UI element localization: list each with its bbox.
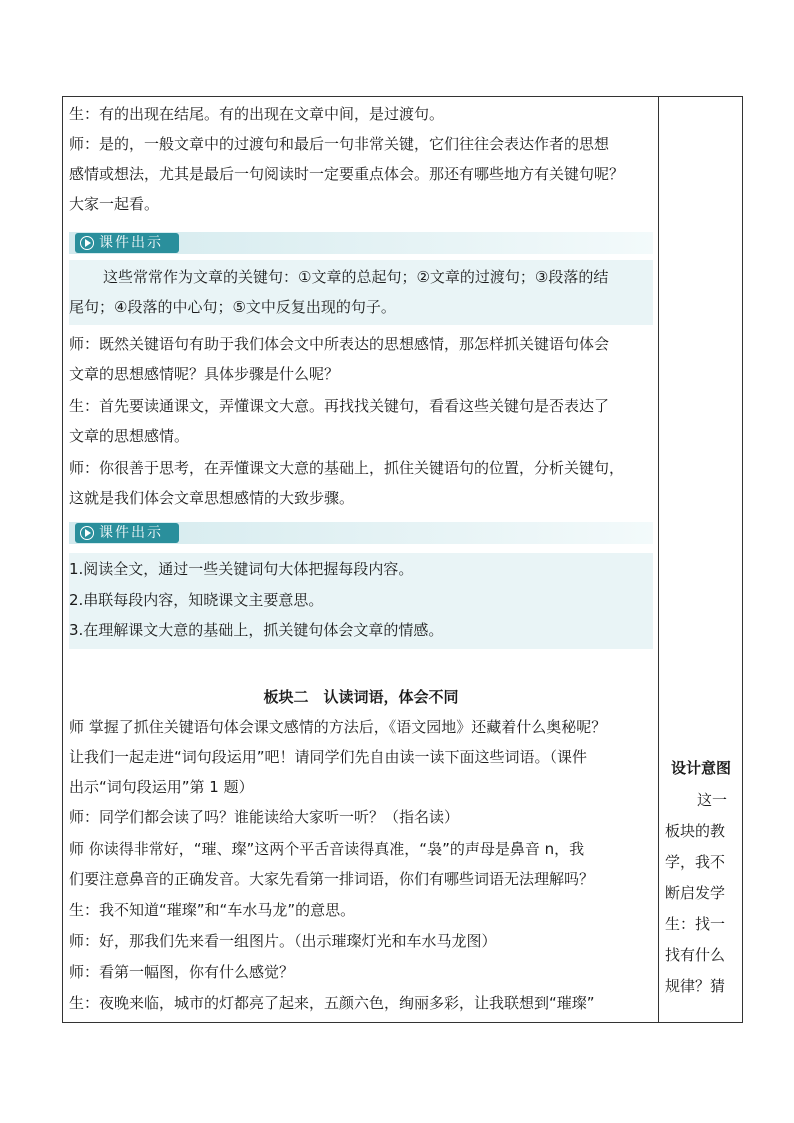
design-intent-line: 板块的教 <box>665 822 726 840</box>
courseware-tab <box>75 233 179 253</box>
step-item: 2.串联每段内容，知晓课文主要意思。 <box>69 591 324 609</box>
dialogue-line: 生：夜晚来临，城市的灯都亮了起来，五颜六色，绚丽多彩，让我联想到“璀璨” <box>69 994 595 1012</box>
dialogue-line: 师 掌握了抓住关键语句体会课文感情的方法后，《语文园地》还藏着什么奥秘呢？ <box>69 718 607 736</box>
step-item: 3.在理解课文大意的基础上，抓关键句体会文章的情感。 <box>69 621 444 639</box>
dialogue-line: 感情或想法，尤其是最后一句阅读时一定要重点体会。那还有哪些地方有关键句呢？ <box>69 165 625 183</box>
section-title: 板块二 认读词语，体会不同 <box>263 688 459 706</box>
design-intent-line: 学，我不 <box>665 853 726 871</box>
dialogue-line: 师：好，那我们先来看一组图片。（出示璀璨灯光和车水马龙图） <box>69 932 497 950</box>
dialogue-line: 文章的思想感情。 <box>69 427 190 445</box>
dialogue-line: 出示“词句段运用”第 1 题） <box>69 778 254 796</box>
design-intent-line: 这一 <box>697 791 728 809</box>
design-intent-line: 生：找一 <box>665 915 726 933</box>
column-divider <box>658 97 659 1022</box>
courseware-box <box>69 260 653 325</box>
design-intent-line: 断启发学 <box>665 884 726 902</box>
dialogue-line: 师：既然关键语句有助于我们体会文中所表达的思想感情，那怎样抓关键语句体会 <box>69 335 610 353</box>
courseware-label: 课件出示 <box>99 235 163 251</box>
dialogue-line: 文章的思想感情呢？具体步骤是什么呢？ <box>69 365 340 383</box>
courseware-banner <box>69 522 653 544</box>
design-intent-title: 设计意图 <box>670 759 731 777</box>
dialogue-line: 们要注意鼻音的正确发音。大家先看第一排词语，你们有哪些词语无法理解吗？ <box>69 870 595 888</box>
dialogue-line: 让我们一起走进“词句段运用”吧！请同学们先自由读一读下面这些词语。（课件 <box>69 748 588 766</box>
dialogue-line: 师：是的，一般文章中的过渡句和最后一句非常关键，它们往往会表达作者的思想 <box>69 135 610 153</box>
dialogue-line: 这就是我们体会文章思想感情的大致步骤。 <box>69 489 355 507</box>
dialogue-line: 师：同学们都会读了吗？谁能读给大家听一听？（指名读） <box>69 808 460 826</box>
box-line: 尾句；④段落的中心句；⑤文中反复出现的句子。 <box>69 298 396 316</box>
courseware-tab <box>75 523 179 543</box>
dialogue-line: 生：首先要读通课文，弄懂课文大意。再找找关键句，看看这些关键句是否表达了 <box>69 397 610 415</box>
design-intent-line: 规律？猜 <box>665 977 726 995</box>
dialogue-line: 师 你读得非常好，“璀、璨”这两个平舌音读得真准，“袅”的声母是鼻音 n，我 <box>69 840 585 858</box>
play-circle-icon <box>80 236 94 250</box>
dialogue-line: 师：看第一幅图，你有什么感觉？ <box>69 963 295 981</box>
courseware-label: 课件出示 <box>99 525 163 541</box>
box-line: 这些常常作为文章的关键句：①文章的总起句；②文章的过渡句；③段落的结 <box>103 268 609 286</box>
dialogue-line: 师：你很善于思考，在弄懂课文大意的基础上，抓住关键语句的位置，分析关键句， <box>69 459 625 477</box>
dialogue-line: 生：我不知道“璀璨”和“车水马龙”的意思。 <box>69 901 356 919</box>
dialogue-line: 大家一起看。 <box>69 195 160 213</box>
design-intent-line: 找有什么 <box>665 946 726 964</box>
courseware-banner <box>69 232 653 254</box>
steps-box <box>69 553 653 649</box>
dialogue-line: 生：有的出现在结尾。有的出现在文章中间，是过渡句。 <box>69 105 445 123</box>
lesson-table <box>62 96 743 1023</box>
step-item: 1.阅读全文，通过一些关键词句大体把握每段内容。 <box>69 560 414 578</box>
play-circle-icon <box>80 526 94 540</box>
